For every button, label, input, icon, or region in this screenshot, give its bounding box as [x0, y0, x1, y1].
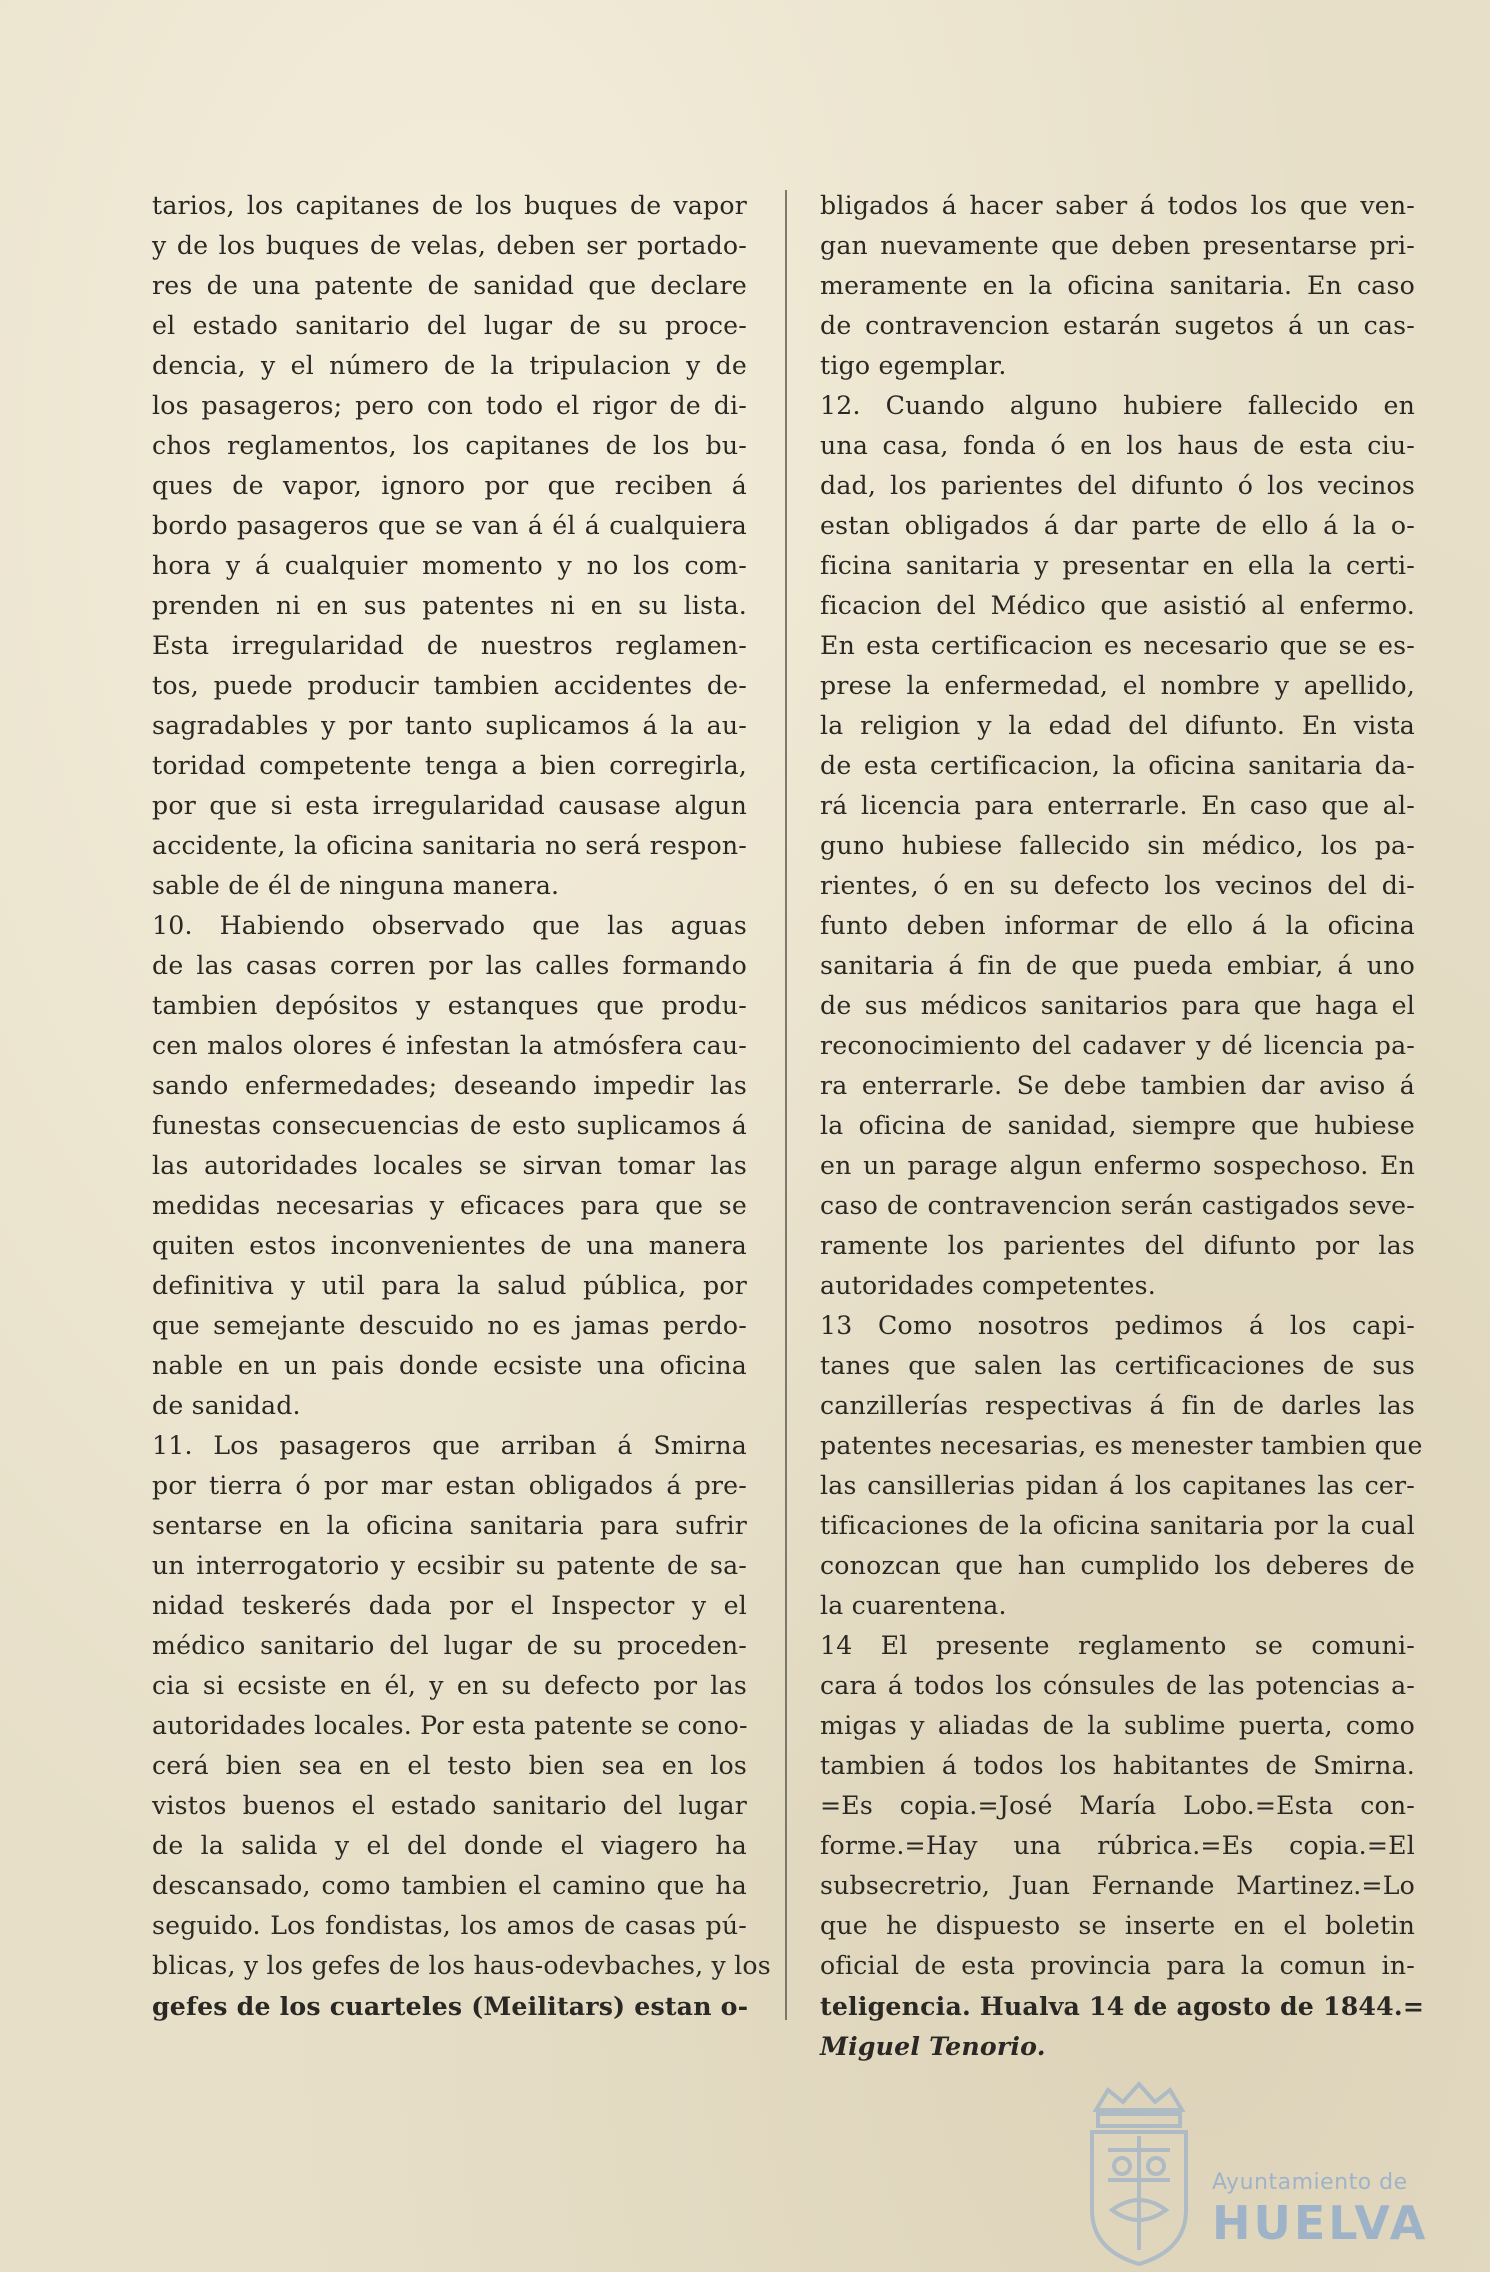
text-line: caso de contravencion serán castigados seve- — [820, 1191, 1415, 1220]
paragraph-11-start: 11. Los pasageros que arriban á Smirna — [152, 1431, 747, 1460]
text-line: subsecretrio, Juan Fernande Martinez.=Lo — [820, 1871, 1415, 1900]
text-line: tarios, los capitanes de los buques de vapor — [152, 191, 747, 220]
text-line: la cuarentena. — [820, 1591, 1007, 1620]
text-line: reconocimiento del cadaver y dé licencia pa- — [820, 1031, 1415, 1060]
text-line: medidas necesarias y eficaces para que se — [152, 1191, 747, 1220]
text-line: gefes de los cuarteles (Meilitars) estan o- — [152, 1991, 749, 2021]
huelva-crest-icon — [1078, 2070, 1200, 2270]
text-line: autoridades locales. Por esta patente se cono- — [152, 1711, 748, 1740]
text-line: nable en un pais donde ecsiste una oficina — [152, 1351, 747, 1380]
text-line: de la salida y el del donde el viagero ha — [152, 1831, 747, 1860]
paragraph-14-start: 14 El presente reglamento se comuni- — [820, 1631, 1415, 1660]
text-line: hora y á cualquier momento y no los com- — [152, 551, 747, 580]
text-line: de contravencion estarán sugetos á un cas- — [820, 311, 1415, 340]
text-line: meramente en la oficina sanitaria. En caso — [820, 271, 1415, 300]
text-line: de las casas corren por las calles formando — [152, 951, 747, 980]
text-line: cia si ecsiste en él, y en su defecto por las — [152, 1671, 747, 1700]
text-line: vistos buenos el estado sanitario del lugar — [152, 1791, 747, 1820]
text-line: gan nuevamente que deben presentarse pri- — [820, 231, 1415, 260]
text-line: canzillerías respectivas á fin de darles las — [820, 1391, 1415, 1420]
text-line: médico sanitario del lugar de su proceden- — [152, 1631, 747, 1660]
text-line: tambien depósitos y estanques que produ- — [152, 991, 747, 1020]
text-line: toridad competente tenga a bien corregirla, — [152, 751, 747, 780]
text-line: quiten estos inconvenientes de una manera — [152, 1231, 747, 1260]
text-line: chos reglamentos, los capitanes de los bu- — [152, 431, 747, 460]
text-line: de esta certificacion, la oficina sanitaria da- — [820, 751, 1415, 780]
text-line: sentarse en la oficina sanitaria para sufrir — [152, 1511, 747, 1540]
text-line: ramente los parientes del difunto por las — [820, 1231, 1415, 1260]
text-line: que he dispuesto se inserte en el boletin — [820, 1911, 1415, 1940]
text-line: ques de vapor, ignoro por que reciben á — [152, 471, 747, 500]
text-line: patentes necesarias, es menester tambien que — [820, 1431, 1423, 1460]
text-line: la oficina de sanidad, siempre que hubiese — [820, 1111, 1415, 1140]
watermark-line1: Ayuntamiento de — [1212, 2170, 1408, 2195]
left-text-column — [152, 186, 771, 2026]
text-line: que semejante descuido no es jamas perdo- — [152, 1311, 747, 1340]
text-line: estan obligados á dar parte de ello á la o- — [820, 511, 1415, 540]
text-line: ra enterrarle. Se debe tambien dar aviso á — [820, 1071, 1415, 1100]
text-line: definitiva y util para la salud pública, por — [152, 1271, 747, 1300]
text-line: las cansillerias pidan á los capitanes las cer- — [820, 1471, 1415, 1500]
text-line: funestas consecuencias de esto suplicamos á — [152, 1111, 747, 1140]
text-line: Esta irregularidad de nuestros reglamen- — [152, 631, 747, 660]
column-divider — [785, 190, 787, 2020]
text-line: prenden ni en sus patentes ni en su lista. — [152, 591, 747, 620]
text-line: ficacion del Médico que asistió al enfermo. — [820, 591, 1415, 620]
signature-name: Miguel Tenorio. — [820, 2031, 1046, 2061]
text-line: oficial de esta provincia para la comun in- — [820, 1951, 1415, 1980]
text-line: cerá bien sea en el testo bien sea en los — [152, 1751, 747, 1780]
text-line: res de una patente de sanidad que declare — [152, 271, 747, 300]
text-line: guno hubiese fallecido sin médico, los pa- — [820, 831, 1415, 860]
text-line: por que si esta irregularidad causase algun — [152, 791, 747, 820]
text-line: dencia, y el número de la tripulacion y de — [152, 351, 747, 380]
watermark-line2: HUELVA — [1212, 2196, 1429, 2250]
text-line: por tierra ó por mar estan obligados á pre- — [152, 1471, 747, 1500]
text-line: ficina sanitaria y presentar en ella la certi- — [820, 551, 1415, 580]
text-line: seguido. Los fondistas, los amos de casas pú- — [152, 1911, 747, 1940]
text-line: las autoridades locales se sirvan tomar las — [152, 1151, 747, 1180]
text-line: el estado sanitario del lugar de su proce- — [152, 311, 747, 340]
text-line: conozcan que han cumplido los deberes de — [820, 1551, 1415, 1580]
text-line: una casa, fonda ó en los haus de esta ciu- — [820, 431, 1415, 460]
text-line: sable de él de ninguna manera. — [152, 871, 560, 900]
text-line: en un parage algun enfermo sospechoso. En — [820, 1151, 1415, 1180]
paragraph-12-start: 12. Cuando alguno hubiere fallecido en — [820, 391, 1415, 420]
text-line: dad, los parientes del difunto ó los vecinos — [820, 471, 1415, 500]
text-line: tambien á todos los habitantes de Smirna. — [820, 1751, 1415, 1780]
text-line: tigo egemplar. — [820, 351, 1007, 380]
paragraph-10-start: 10. Habiendo observado que las aguas — [152, 911, 747, 940]
text-line: rá licencia para enterrarle. En caso que al- — [820, 791, 1415, 820]
text-line: funto deben informar de ello á la oficina — [820, 911, 1415, 940]
text-line: tanes que salen las certificaciones de sus — [820, 1351, 1415, 1380]
text-line: sanitaria á fin de que pueda embiar, á uno — [820, 951, 1415, 980]
text-line: bligados á hacer saber á todos los que ven- — [820, 191, 1415, 220]
text-line: rientes, ó en su defecto los vecinos del di- — [820, 871, 1415, 900]
text-line: bordo pasageros que se van á él á cualquiera — [152, 511, 747, 540]
paragraph-13-start: 13 Como nosotros pedimos á los capi- — [820, 1311, 1415, 1340]
text-line: migas y aliadas de la sublime puerta, como — [820, 1711, 1415, 1740]
right-text-column — [820, 186, 1425, 2066]
signature-date-line: teligencia. Hualva 14 de agosto de 1844.= — [820, 1991, 1425, 2021]
text-line: un interrogatorio y ecsibir su patente de sa- — [152, 1551, 747, 1580]
text-line: nidad teskerés dada por el Inspector y el — [152, 1591, 747, 1620]
text-line: =Es copia.=José María Lobo.=Esta con- — [820, 1791, 1415, 1820]
text-line: la religion y la edad del difunto. En vista — [820, 711, 1415, 740]
text-line: sando enfermedades; deseando impedir las — [152, 1071, 747, 1100]
text-line: blicas, y los gefes de los haus-odevbaches, y los — [152, 1951, 771, 1980]
text-line: y de los buques de velas, deben ser portado- — [152, 231, 747, 260]
text-line: de sanidad. — [152, 1391, 301, 1420]
text-line: prese la enfermedad, el nombre y apellido, — [820, 671, 1415, 700]
text-line: los pasageros; pero con todo el rigor de di- — [152, 391, 747, 420]
text-line: autoridades competentes. — [820, 1271, 1156, 1300]
text-line: accidente, la oficina sanitaria no será respon- — [152, 831, 747, 860]
text-line: tificaciones de la oficina sanitaria por la cual — [820, 1511, 1415, 1540]
text-line: forme.=Hay una rúbrica.=Es copia.=El — [820, 1831, 1415, 1860]
text-line: sagradables y por tanto suplicamos á la au- — [152, 711, 747, 740]
text-line: tos, puede producir tambien accidentes de- — [152, 671, 747, 700]
text-line: cara á todos los cónsules de las potencias a- — [820, 1671, 1415, 1700]
text-line: En esta certificacion es necesario que se es- — [820, 631, 1415, 660]
text-line: cen malos olores é infestan la atmósfera cau- — [152, 1031, 747, 1060]
text-line: de sus médicos sanitarios para que haga el — [820, 991, 1415, 1020]
text-line: descansado, como tambien el camino que ha — [152, 1871, 747, 1900]
